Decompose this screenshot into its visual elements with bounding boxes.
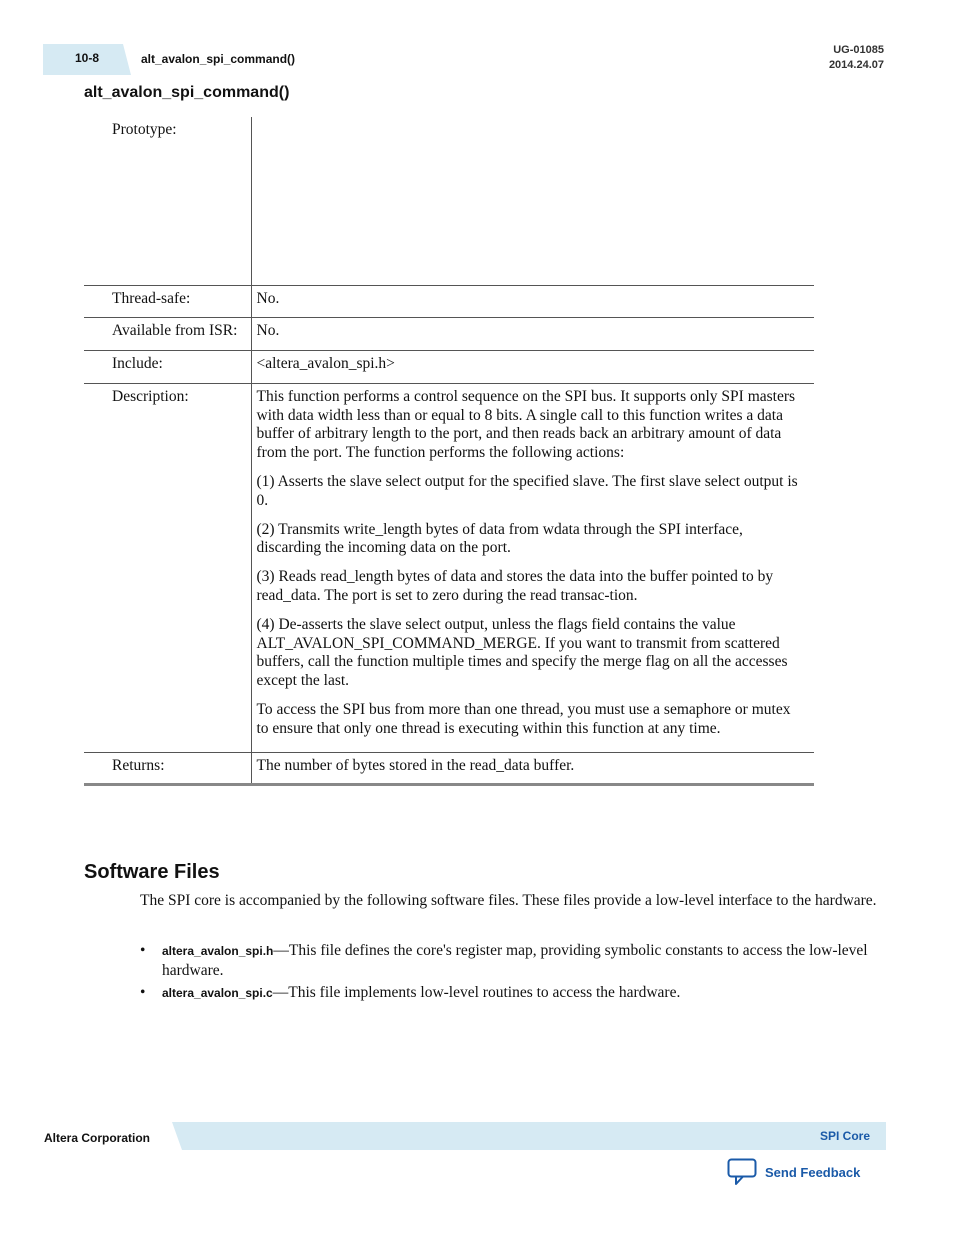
file-description: —This file implements low-level routines to access the hardware.	[272, 984, 681, 1001]
file-name: altera_avalon_spi.c	[162, 986, 273, 1000]
bullet-icon: •	[140, 984, 146, 1001]
row-value: No.	[251, 285, 814, 318]
send-feedback-link[interactable]	[727, 1158, 860, 1186]
description-paragraph: (3) Reads read_length bytes of data and stores the data into the buffer pointed to by read_data. The port is set to zero during the read transac-tion.	[256, 568, 774, 605]
speech-bubble-icon	[727, 1158, 757, 1186]
description-paragraph: (1) Asserts the slave select output for the specified slave. The first slave select output is 0.	[256, 473, 798, 509]
file-name: altera_avalon_spi.h	[162, 944, 274, 958]
footer-band	[172, 1122, 886, 1150]
software-files-list	[140, 941, 880, 1006]
send-feedback-label: Send Feedback	[765, 1164, 861, 1180]
description-cell	[251, 383, 814, 752]
doc-id: UG-01085	[833, 44, 884, 56]
row-label: Thread-safe:	[84, 285, 251, 318]
doc-info	[829, 43, 884, 73]
row-label: Available from ISR:	[84, 318, 251, 351]
running-title: alt_avalon_spi_command()	[141, 52, 296, 66]
list-item	[140, 941, 880, 980]
row-label: Include:	[84, 351, 251, 384]
row-label: Returns:	[84, 752, 251, 785]
description-paragraph: To access the SPI bus from more than one thread, you must use a semaphore or mutex to ensure that only one thread is executing within this function at any time.	[256, 701, 791, 737]
doc-date: 2014.24.07	[828, 59, 884, 71]
file-description: —This file defines the core's register map, providing symbolic constants to access the low-level hardware.	[162, 942, 868, 979]
table-row	[84, 351, 814, 384]
table-row	[84, 117, 814, 285]
row-value: No.	[251, 318, 814, 351]
row-value: <altera_avalon_spi.h>	[251, 351, 814, 384]
footer-section-link[interactable]: SPI Core	[819, 1129, 870, 1143]
row-label: Description:	[84, 383, 251, 752]
table-row	[84, 285, 814, 318]
page-number: 10-8	[75, 51, 100, 65]
row-value: The number of bytes stored in the read_data buffer.	[251, 752, 814, 785]
function-heading: alt_avalon_spi_command()	[84, 84, 290, 101]
table-row	[84, 383, 814, 752]
row-value	[251, 117, 814, 285]
api-table	[84, 117, 814, 786]
description-paragraph: This function performs a control sequence on the SPI bus. It supports only SPI masters with data width less than or equal to 8 bits. A single call to this function writes a data buffer of arbitrary length to the port, and then reads back an arbitrary amount of data from the port. The function performs the following actions:	[256, 387, 796, 462]
software-files-intro: The SPI core is accompanied by the following software files. These files provide a low-level interface to the hardware.	[140, 892, 877, 909]
row-label: Prototype:	[84, 117, 251, 285]
footer-company: Altera Corporation	[44, 1131, 151, 1145]
bullet-icon: •	[140, 942, 146, 959]
software-files-heading: Software Files	[84, 861, 220, 883]
table-row	[84, 318, 814, 351]
list-item	[140, 983, 880, 1003]
table-row	[84, 752, 814, 785]
description-paragraph: (2) Transmits write_length bytes of data from wdata through the SPI interface, discarding the incoming data on the port.	[256, 520, 743, 557]
description-paragraph: (4) De-asserts the slave select output, unless the flags field contains the value ALT_AVALON_SPI_COMMAND_MERGE. If you want to transmit from scattered buffers, call the function multiple times and specify the merge flag on all the accesses except the last.	[256, 615, 788, 690]
